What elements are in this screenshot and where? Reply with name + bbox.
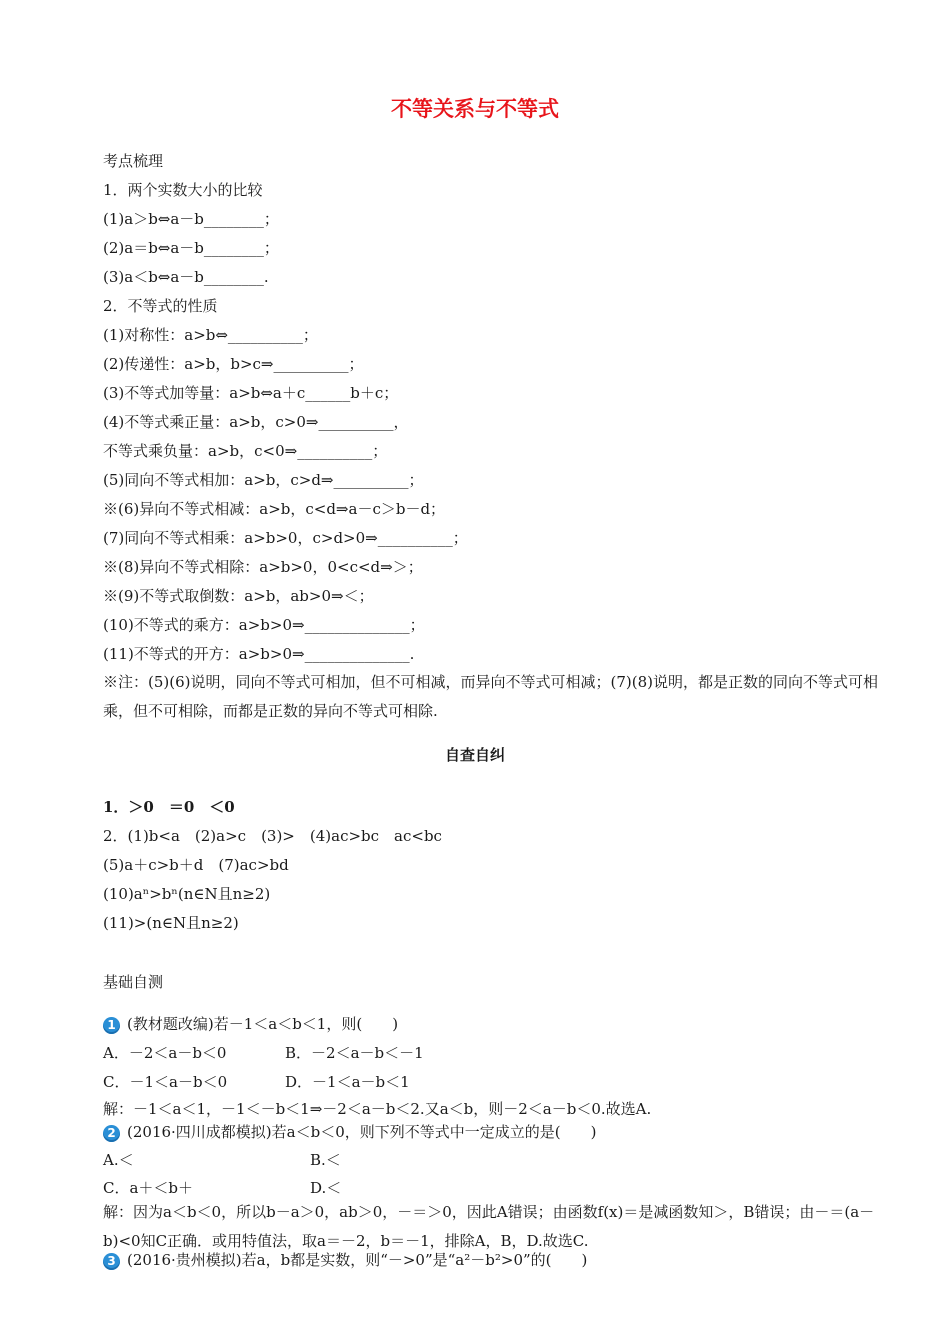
s2-item: ※(6)异向不等式相减：a>b，c<d⇒a－c＞b－d； xyxy=(103,500,446,518)
solution-2: 解：因为a＜b＜0，所以b－a＞0，ab＞0，－＝＞0，因此A错误；由函数f(x)＝是减函数知＞，B错误；由－＝(a－b)<0知C正确．或用特值法，取a＝－2，b＝－1，排除A，B，D.故选C. xyxy=(103,1203,875,1250)
question-1 xyxy=(103,1014,398,1034)
option-a: A.＜ xyxy=(103,1151,134,1169)
s2-item: (11)不等式的开方：a>b>0⇒______________. xyxy=(103,645,415,663)
s2-item: (2)传递性：a>b，b>c⇒__________； xyxy=(103,355,364,373)
option-b: B.＜ xyxy=(310,1151,341,1169)
question-text: (2016·四川成都模拟)若a＜b＜0，则下列不等式中一定成立的是( ) xyxy=(127,1123,597,1141)
question-number-2-icon: 2 xyxy=(103,1125,120,1142)
s2-item: (5)同向不等式相加：a>b，c>d⇒__________； xyxy=(103,471,424,489)
s2-item: (3)不等式加等量：a>b⇔a＋c______b＋c； xyxy=(103,384,399,402)
section-1-heading: 1．两个实数大小的比较 xyxy=(103,181,263,199)
question-number-1-icon: 1 xyxy=(103,1017,120,1034)
solution-1: 解：－1＜a＜1，－1＜－b＜1⇒－2＜a－b＜2.又a＜b，则－2＜a－b＜0.故选A. xyxy=(103,1100,652,1118)
zicha-heading: 自查自纠 xyxy=(444,746,505,764)
s2-item: ※(8)异向不等式相除：a>b>0，0<c<d⇒＞； xyxy=(103,558,423,576)
page-title: 不等关系与不等式 xyxy=(391,96,559,121)
answer-line: 2．(1)b<a (2)a>c (3)> (4)ac>bc ac<bc xyxy=(103,827,442,845)
jichu-heading: 基础自测 xyxy=(103,973,164,991)
s2-item: ※(9)不等式取倒数：a>b，ab>0⇒＜； xyxy=(103,587,374,605)
s2-item: 不等式乘负量：a>b，c<0⇒__________； xyxy=(103,442,388,460)
s1-item: (2)a＝b⇔a－b________； xyxy=(103,239,279,257)
option-b: B．－2＜a－b＜－1 xyxy=(285,1044,424,1062)
section-2-heading: 2．不等式的性质 xyxy=(103,297,218,315)
question-2 xyxy=(103,1122,596,1142)
s2-item: (7)同向不等式相乘：a>b>0，c>d>0⇒__________； xyxy=(103,529,468,547)
s1-item: (1)a＞b⇔a－b________； xyxy=(103,210,279,228)
option-d: D.＜ xyxy=(310,1179,342,1197)
s2-item: (1)对称性：a>b⇔__________； xyxy=(103,326,318,344)
option-d: D．－1＜a－b＜1 xyxy=(285,1073,410,1091)
s2-item: (10)不等式的乘方：a>b>0⇒______________； xyxy=(103,616,425,634)
option-c: C．a＋＜b＋ xyxy=(103,1179,194,1197)
answer-line: (11)>(n∈N且n≥2) xyxy=(103,914,239,932)
question-number-3-icon: 3 xyxy=(103,1253,120,1270)
note-paragraph: ※注：(5)(6)说明，同向不等式可相加，但不可相减，而异向不等式可相减；(7)(8)说明，都是正数的同向不等式可相乘，但不可相除，而都是正数的异向不等式可相除. xyxy=(103,673,878,720)
s1-item: (3)a＜b⇔a－b________. xyxy=(103,268,269,286)
section-heading-kaodian: 考点梳理 xyxy=(103,152,164,170)
answer-line: (10)aⁿ>bⁿ(n∈N且n≥2) xyxy=(103,885,271,903)
question-text: (教材题改编)若－1＜a＜b＜1，则( ) xyxy=(127,1015,399,1033)
question-3 xyxy=(103,1250,587,1270)
answer-line: (5)a＋c>b＋d (7)ac>bd xyxy=(103,856,289,874)
question-text: (2016·贵州模拟)若a，b都是实数，则“－>0”是“a²－b²>0”的( ) xyxy=(127,1251,588,1269)
option-c: C．－1＜a－b＜0 xyxy=(103,1073,228,1091)
answer-line: 1．＞0 ＝0 ＜0 xyxy=(103,798,235,816)
s2-item: (4)不等式乘正量：a>b，c>0⇒__________， xyxy=(103,413,409,431)
option-a: A．－2＜a－b＜0 xyxy=(103,1044,227,1062)
